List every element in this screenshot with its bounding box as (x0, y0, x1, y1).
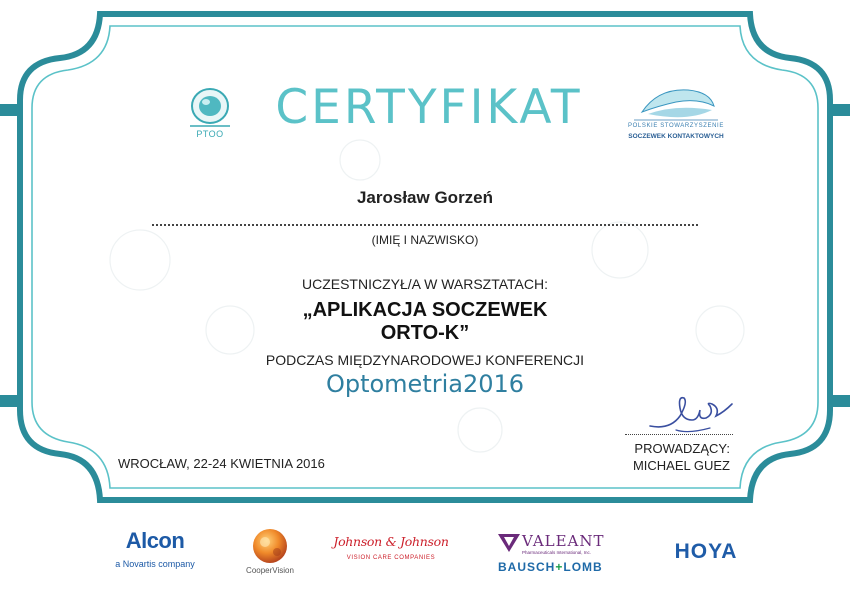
conference-name: Optometria2016 (325, 370, 525, 398)
coopervision-sphere-icon (225, 522, 315, 566)
conference-intro: PODCZAS MIĘDZYNARODOWEJ KONFERENCJI (265, 352, 585, 368)
workshop-title-line1: „APLIKACJA SOCZEWEK (302, 299, 548, 321)
pssk-logo-line1: POLSKIE STOWARZYSZENIE (628, 123, 724, 129)
valeant-bausch-lomb-logo (492, 530, 622, 578)
jj-logo-text: Johnson & Johnson (333, 534, 449, 549)
bausch-plus: + (555, 560, 564, 574)
ptoo-logo (182, 84, 238, 144)
certificate-title: CERTYFIKAT (275, 80, 583, 135)
participant-name: Jarosław Gorzeń (356, 188, 494, 207)
name-caption: (IMIĘ I NAZWISKO) (371, 233, 479, 247)
handwritten-signature (640, 390, 750, 436)
bausch-text: BAUSCH (498, 560, 556, 574)
bausch-lomb-logo-text (498, 560, 603, 574)
alcon-logo (100, 528, 210, 578)
johnson-and-johnson-logo (327, 534, 455, 574)
pssk-logo (628, 82, 724, 152)
valeant-logo-subtext: Pharmaceuticals International, Inc. (522, 550, 592, 555)
workshop-title-line2: ORTO-K” (380, 322, 470, 344)
ptoo-lens-icon (182, 84, 238, 130)
contact-lens-icon (628, 82, 724, 124)
alcon-logo-subtext: a Novartis company (115, 559, 195, 569)
leader-label: PROWADZĄCY: (634, 441, 730, 456)
signature-dotted-line (625, 434, 733, 435)
valeant-logo-text: VALEANT (522, 532, 605, 550)
alcon-logo-text: Alcon (125, 528, 185, 553)
place-date: WROCŁAW, 22-24 KWIETNIA 2016 (118, 456, 325, 471)
valeant-v-icon (498, 534, 520, 552)
lomb-text: LOMB (563, 560, 603, 574)
ptoo-logo-text: PTOO (196, 129, 224, 139)
leader-name: MICHAEL GUEZ (632, 458, 730, 473)
hoya-logo: HOYA (674, 540, 738, 563)
coopervision-logo (225, 522, 315, 577)
jj-logo-subtext: VISION CARE COMPANIES (346, 555, 436, 561)
participation-text: UCZESTNICZYŁ/A W WARSZTATACH: (301, 276, 549, 292)
name-dotted-line (152, 224, 698, 226)
pssk-logo-line2: SOCZEWEK KONTAKTOWYCH (628, 133, 724, 140)
coopervision-logo-text: CooperVision (246, 566, 294, 575)
